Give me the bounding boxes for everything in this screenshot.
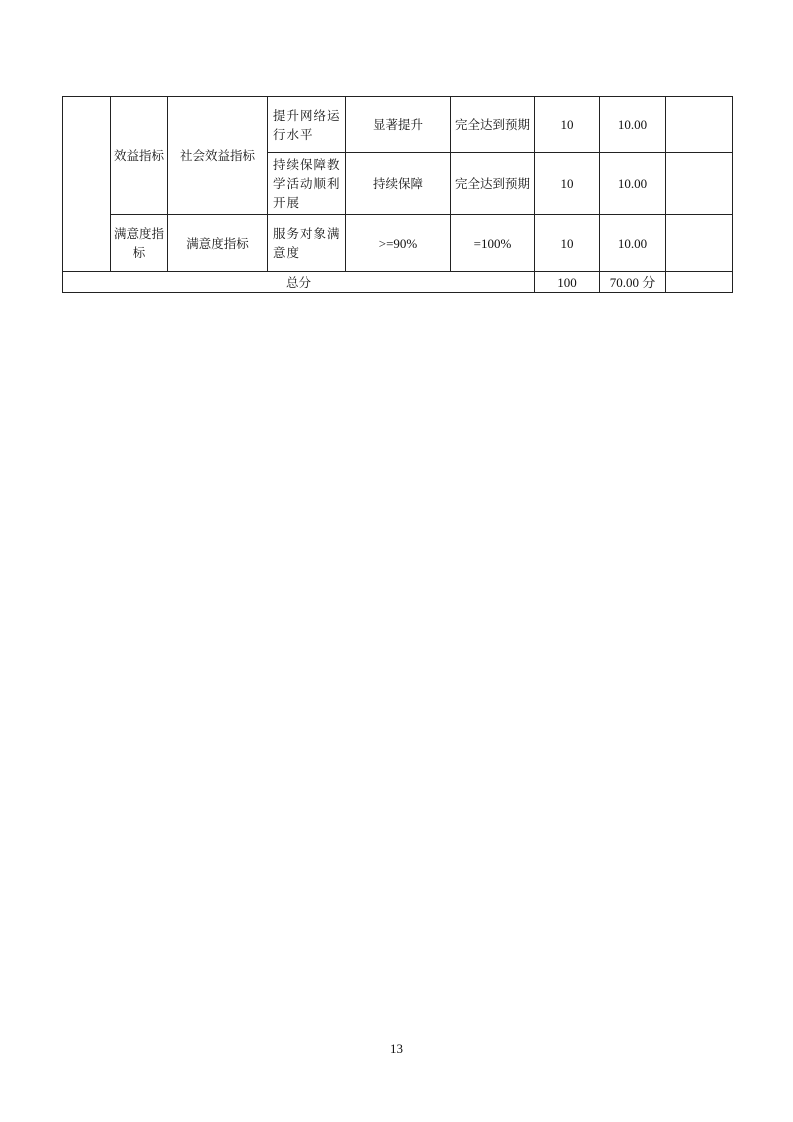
total-label-cell: 总分 [63, 272, 535, 293]
weight-cell: 10 [535, 153, 600, 215]
indicator-cell: 提升网络运行水平 [268, 97, 346, 153]
project-category-cell [63, 97, 111, 272]
weight-cell: 10 [535, 97, 600, 153]
level1-indicator-cell: 满意度指标 [111, 215, 168, 272]
actual-value-cell: =100% [451, 215, 535, 272]
performance-table [62, 96, 733, 293]
remark-cell [666, 215, 733, 272]
level1-indicator-cell: 效益指标 [111, 97, 168, 215]
score-cell: 10.00 [600, 97, 666, 153]
target-value-cell: 持续保障 [346, 153, 451, 215]
total-weight-cell: 100 [535, 272, 600, 293]
remark-cell [666, 97, 733, 153]
page-number: 13 [390, 1041, 403, 1056]
target-value-cell: >=90% [346, 215, 451, 272]
table-row [63, 97, 733, 153]
total-score-cell: 70.00 分 [600, 272, 666, 293]
level2-indicator-cell: 社会效益指标 [168, 97, 268, 215]
indicator-cell: 服务对象满意度 [268, 215, 346, 272]
table-row [63, 215, 733, 272]
target-value-cell: 显著提升 [346, 97, 451, 153]
remark-cell [666, 153, 733, 215]
actual-value-cell: 完全达到预期 [451, 97, 535, 153]
weight-cell: 10 [535, 215, 600, 272]
score-cell: 10.00 [600, 215, 666, 272]
level2-indicator-cell: 满意度指标 [168, 215, 268, 272]
indicator-cell: 持续保障教学活动顺利开展 [268, 153, 346, 215]
total-remark-cell [666, 272, 733, 293]
total-row [63, 272, 733, 293]
actual-value-cell: 完全达到预期 [451, 153, 535, 215]
score-cell: 10.00 [600, 153, 666, 215]
